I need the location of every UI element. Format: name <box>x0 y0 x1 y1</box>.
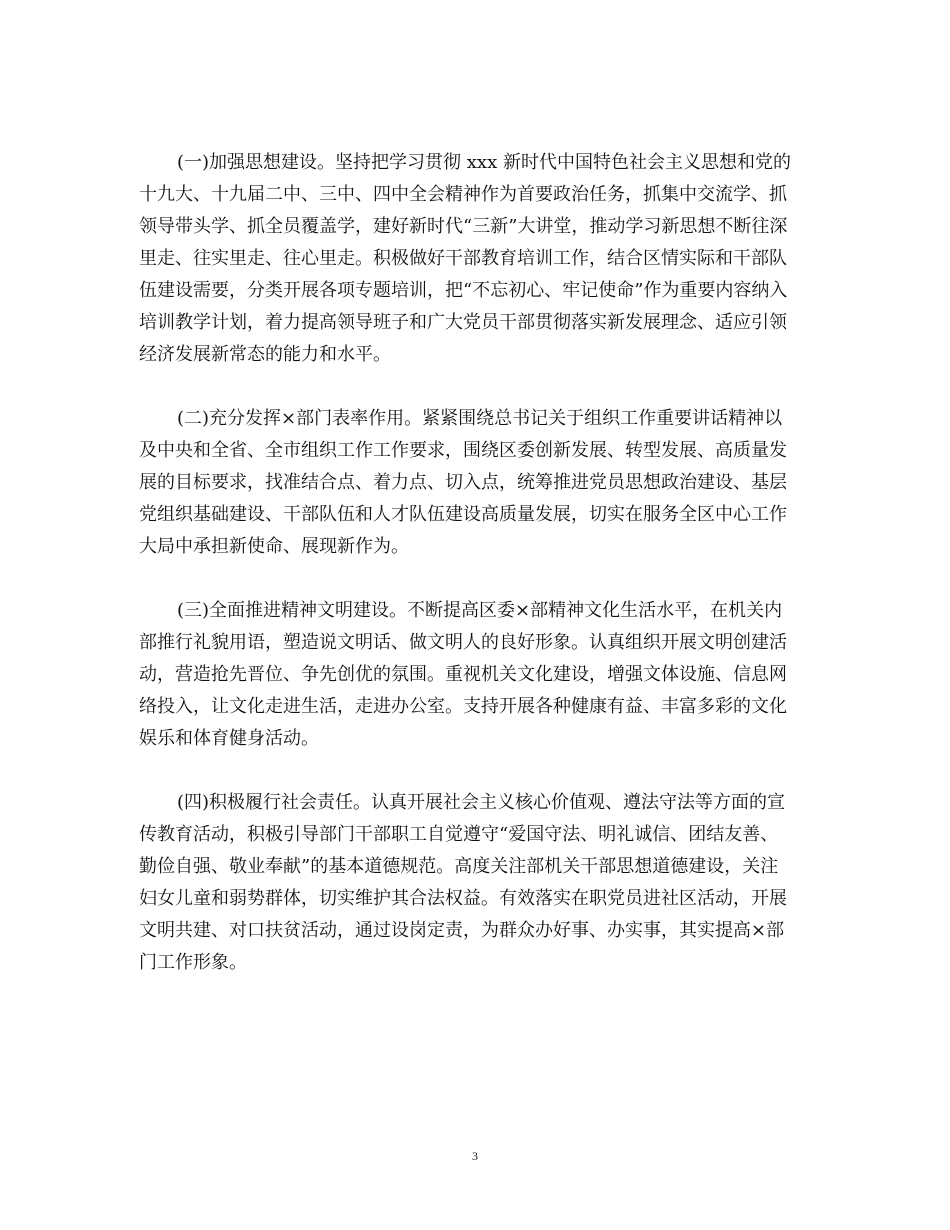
text-line: 络投入，让文化走进生活，走进办公室。支持开展各种健康有益、丰富多彩的文化 <box>139 696 787 717</box>
text-line: (一)加强思想建设。坚持把学习贯彻 xxx 新时代中国特色社会主义思想和党的 <box>177 152 791 173</box>
paragraph-4 <box>139 787 815 979</box>
text-line: 里走、往实里走、往心里走。积极做好干部教育培训工作，结合区情实际和干部队 <box>139 248 787 269</box>
text-line: 大局中承担新使命、展现新作为。 <box>139 536 409 557</box>
text-line: 动，营造抢先晋位、争先创优的氛围。重视机关文化建设，增强文体设施、信息网 <box>139 664 787 685</box>
text-line: 传教育活动，积极引导部门干部职工自觉遵守“爱国守法、明礼诚信、团结友善、 <box>139 824 779 845</box>
text-line: 勤俭自强、敬业奉献”的基本道德规范。高度关注部机关干部思想道德建设，关注 <box>139 856 779 877</box>
paragraph-3 <box>139 595 815 755</box>
text-line: 娱乐和体育健身活动。 <box>139 728 319 749</box>
paragraph-2 <box>139 403 815 563</box>
text-line: (二)充分发挥×部门表率作用。紧紧围绕总书记关于组织工作重要讲话精神以 <box>177 408 783 429</box>
text-line: 十九大、十九届二中、三中、四中全会精神作为首要政治任务，抓集中交流学、抓 <box>139 184 787 205</box>
text-line: 部推行礼貌用语，塑造说文明话、做文明人的良好形象。认真组织开展文明创建活 <box>139 632 787 653</box>
text-line: (三)全面推进精神文明建设。不断提高区委×部精神文化生活水平，在机关内 <box>177 600 783 621</box>
paragraph-1 <box>139 147 815 371</box>
text-line: 领导带头学、抓全员覆盖学，建好新时代“三新”大讲堂，推动学习新思想不断往深 <box>139 216 788 237</box>
text-line: 培训教学计划，着力提高领导班子和广大党员干部贯彻落实新发展理念、适应引领 <box>139 312 787 333</box>
page-number: 3 <box>472 1149 478 1163</box>
document-body <box>139 147 815 979</box>
text-line: 经济发展新常态的能力和水平。 <box>139 344 391 365</box>
text-line: (四)积极履行社会责任。认真开展社会主义核心价值观、遵法守法等方面的宣 <box>177 792 786 813</box>
text-line: 及中央和全省、全市组织工作工作要求，围绕区委创新发展、转型发展、高质量发 <box>139 440 787 461</box>
text-line: 展的目标要求，找准结合点、着力点、切入点，统筹推进党员思想政治建设、基层 <box>139 472 787 493</box>
text-line: 妇女儿童和弱势群体，切实维护其合法权益。有效落实在职党员进社区活动，开展 <box>139 888 787 909</box>
text-line: 党组织基础建设、干部队伍和人才队伍建设高质量发展，切实在服务全区中心工作 <box>139 504 787 525</box>
text-line: 门工作形象。 <box>139 952 247 973</box>
text-line: 文明共建、对口扶贫活动，通过设岗定责，为群众办好事、办实事，其实提高×部 <box>139 920 785 941</box>
text-line: 伍建设需要，分类开展各项专题培训，把“不忘初心、牢记使命”作为重要内容纳入 <box>139 280 788 301</box>
